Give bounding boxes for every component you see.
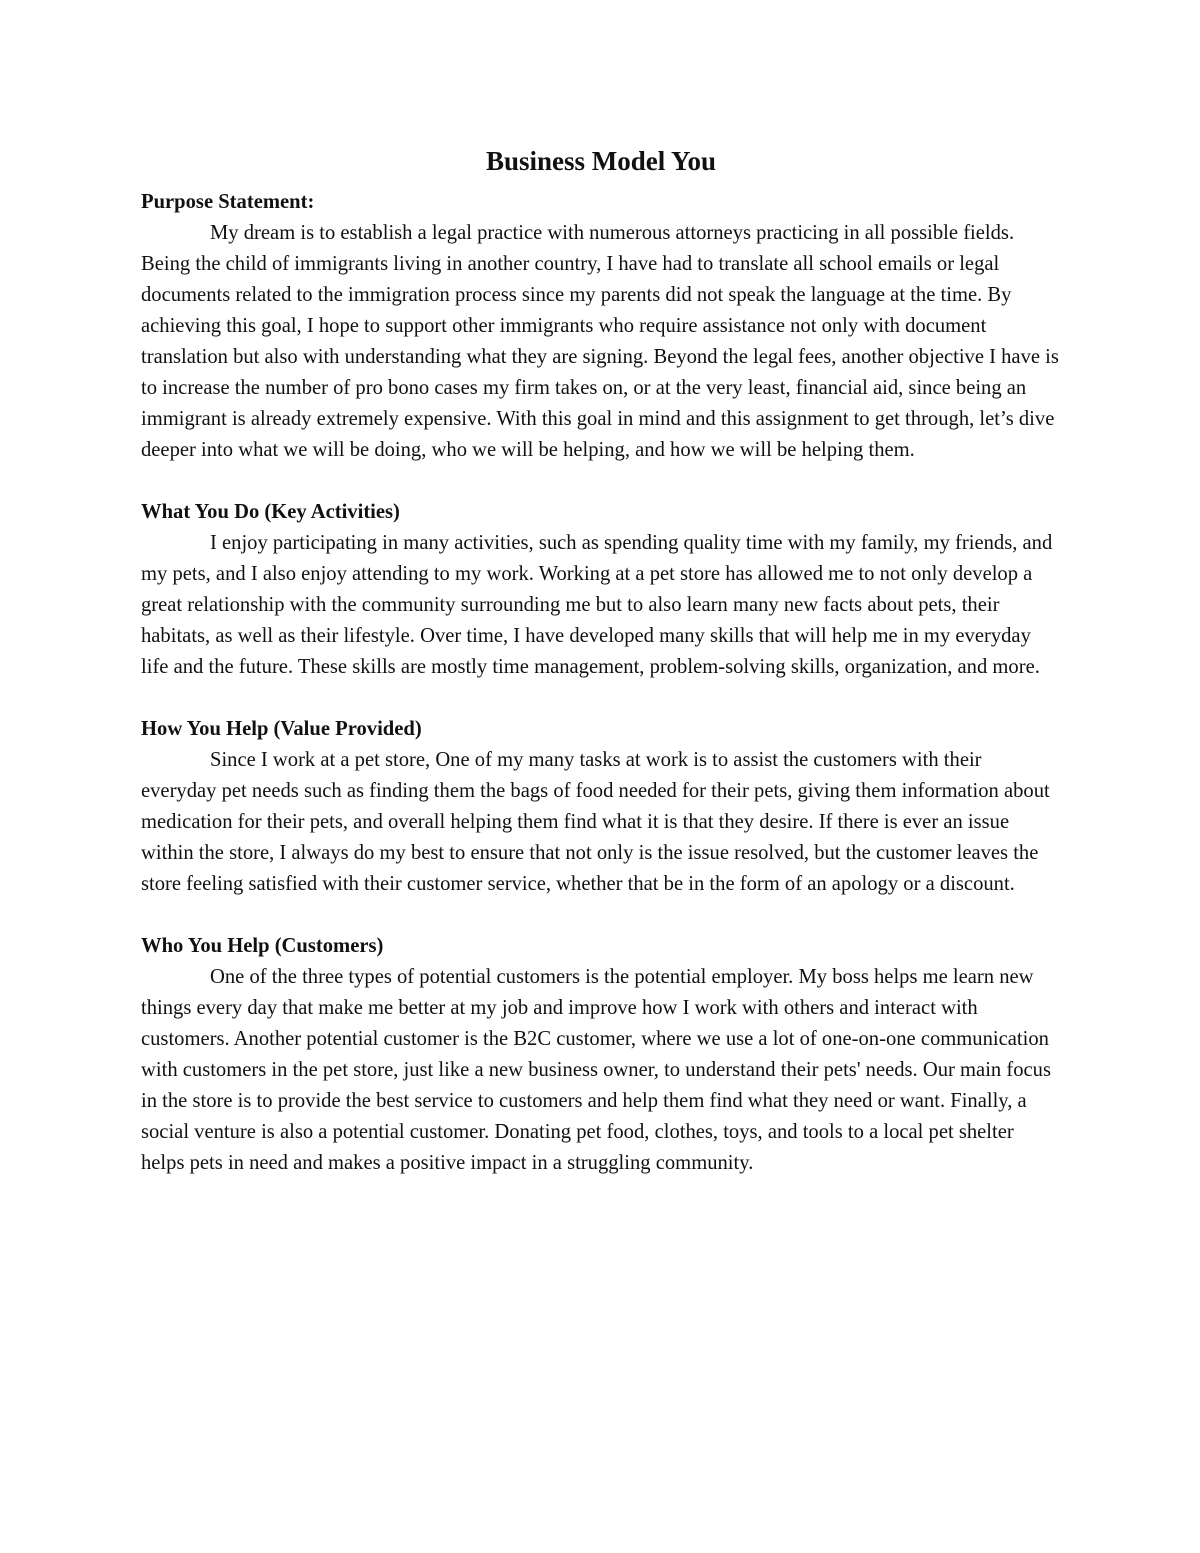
section-value-provided (141, 714, 1061, 900)
document-content (141, 143, 1061, 1210)
section-heading: Who You Help (Customers) (141, 935, 384, 957)
section-paragraph: Since I work at a pet store, One of my many tasks at work is to assist the customers with their everyday pet needs such as finding them the bags of food needed for their pets, giving them information about medication for their pets, and overall helping them find what it is that they desire. If there is ever an issue within the store, I always do my best to ensure that not only is the issue resolved, but the customer leaves the store feeling satisfied with their customer service, whether that be in the form of an apology or a discount. (141, 749, 1050, 895)
section-purpose-statement (141, 187, 1061, 466)
section-key-activities (141, 497, 1061, 683)
section-paragraph: My dream is to establish a legal practice with numerous attorneys practicing in all possible fields. Being the child of immigrants living in another country, I have had to translate all school emails or legal documents related to the immigration process since my parents did not speak the language at the time. By achieving this goal, I hope to support other immigrants who require assistance not only with document translation but also with understanding what they are signing. Beyond the legal fees, another objective I have is to increase the number of pro bono cases my firm takes on, or at the very least, financial aid, since being an immigrant is already extremely expensive. With this goal in mind and this assignment to get through, let’s dive deeper into what we will be doing, who we will be helping, and how we will be helping them. (141, 222, 1059, 461)
section-paragraph: I enjoy participating in many activities, such as spending quality time with my family, my friends, and my pets, and I also enjoy attending to my work. Working at a pet store has allowed me to not only develop a great relationship with the community surrounding me but to also learn many new facts about pets, their habitats, as well as their lifestyle. Over time, I have developed many skills that will help me in my everyday life and the future. These skills are mostly time management, problem-solving skills, organization, and more. (141, 532, 1053, 678)
document-title: Business Model You (485, 146, 717, 176)
section-customers (141, 931, 1061, 1179)
section-paragraph: One of the three types of potential customers is the potential employer. My boss helps me learn new things every day that make me better at my job and improve how I work with others and interact with customers. Another potential customer is the B2C customer, where we use a lot of one-on-one communication with customers in the pet store, just like a new business owner, to understand their pets' needs. Our main focus in the store is to provide the best service to customers and help them find what they need or want. Finally, a social venture is also a potential customer. Donating pet food, clothes, toys, and tools to a local pet shelter helps pets in need and makes a positive impact in a struggling community. (141, 966, 1051, 1174)
section-heading: How You Help (Value Provided) (141, 718, 422, 740)
section-heading: Purpose Statement: (141, 191, 315, 213)
section-heading: What You Do (Key Activities) (141, 501, 400, 523)
